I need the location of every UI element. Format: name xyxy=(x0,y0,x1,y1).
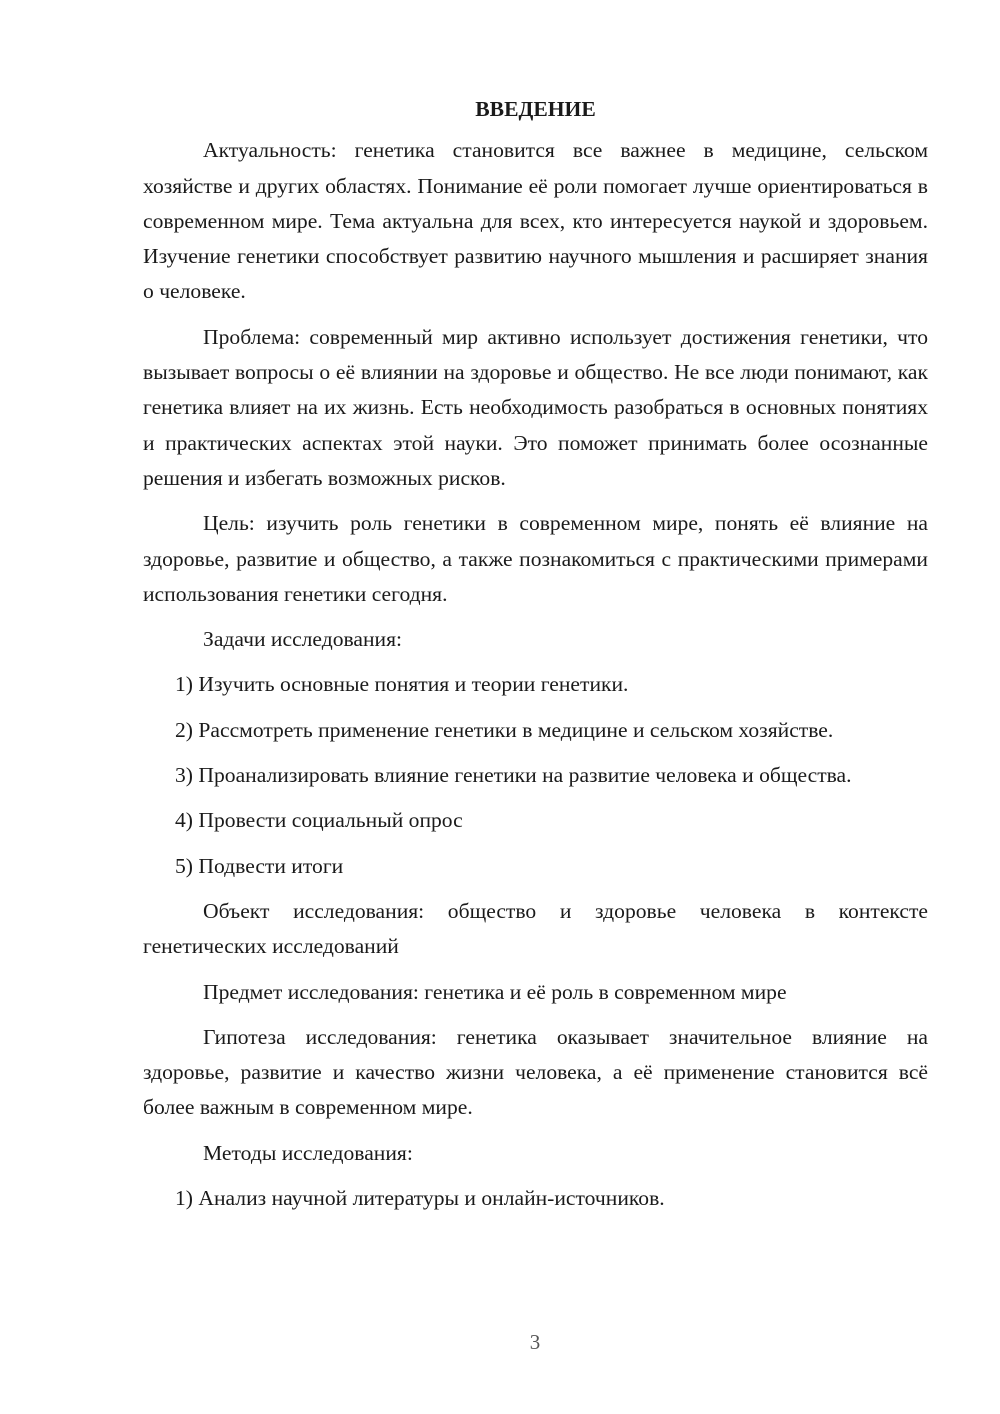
relevance-paragraph: Актуальность: генетика становится все важнее в медицине, сельском хозяйстве и других областях. Понимание её роли помогает лучше ориентироваться в современном мире. Тема актуальна для всех, кто интересуется наукой и здоровьем. Изучение генетики способствует развитию научного мышления и расширяет знания о человеке. xyxy=(143,138,928,304)
task-item: 5) Подвести итоги xyxy=(175,853,344,878)
problem-paragraph: Проблема: современный мир активно использует достижения генетики, что вызывает вопросы о её влиянии на здоровье и общество. Не все люди понимают, как генетика влияет на их жизнь. Есть необходимость разобраться в основных понятиях и практических аспектах этой науки. Это поможет принимать более осознанные решения и избегать возможных рисков. xyxy=(143,324,928,490)
task-item: 1) Изучить основные понятия и теории генетики. xyxy=(175,672,629,697)
methods-label: Методы исследования: xyxy=(203,1140,413,1165)
tasks-label: Задачи исследования: xyxy=(203,627,403,652)
task-item: 2) Рассмотреть применение генетики в медицине и сельском хозяйстве. xyxy=(175,717,834,742)
document-page xyxy=(143,92,928,1226)
page-number: 3 xyxy=(529,1330,541,1354)
goal-paragraph: Цель: изучить роль генетики в современном мире, понять её влияние на здоровье, развитие и общество, а также познакомиться с практическими примерами использования генетики сегодня. xyxy=(143,511,928,606)
method-item: 1) Анализ научной литературы и онлайн-источников. xyxy=(175,1186,665,1211)
task-item: 4) Провести социальный опрос xyxy=(175,808,463,833)
task-item: 3) Проанализировать влияние генетики на развитие человека и общества. xyxy=(175,763,852,788)
object-paragraph: Объект исследования: общество и здоровье человека в контексте генетических исследований xyxy=(143,898,928,959)
hypothesis-paragraph: Гипотеза исследования: генетика оказывает значительное влияние на здоровье, развитие и качество жизни человека, а её применение становится всё более важным в современном мире. xyxy=(143,1024,928,1120)
section-title: ВВЕДЕНИЕ xyxy=(475,97,596,121)
subject-paragraph: Предмет исследования: генетика и её роль в современном мире xyxy=(203,979,787,1004)
